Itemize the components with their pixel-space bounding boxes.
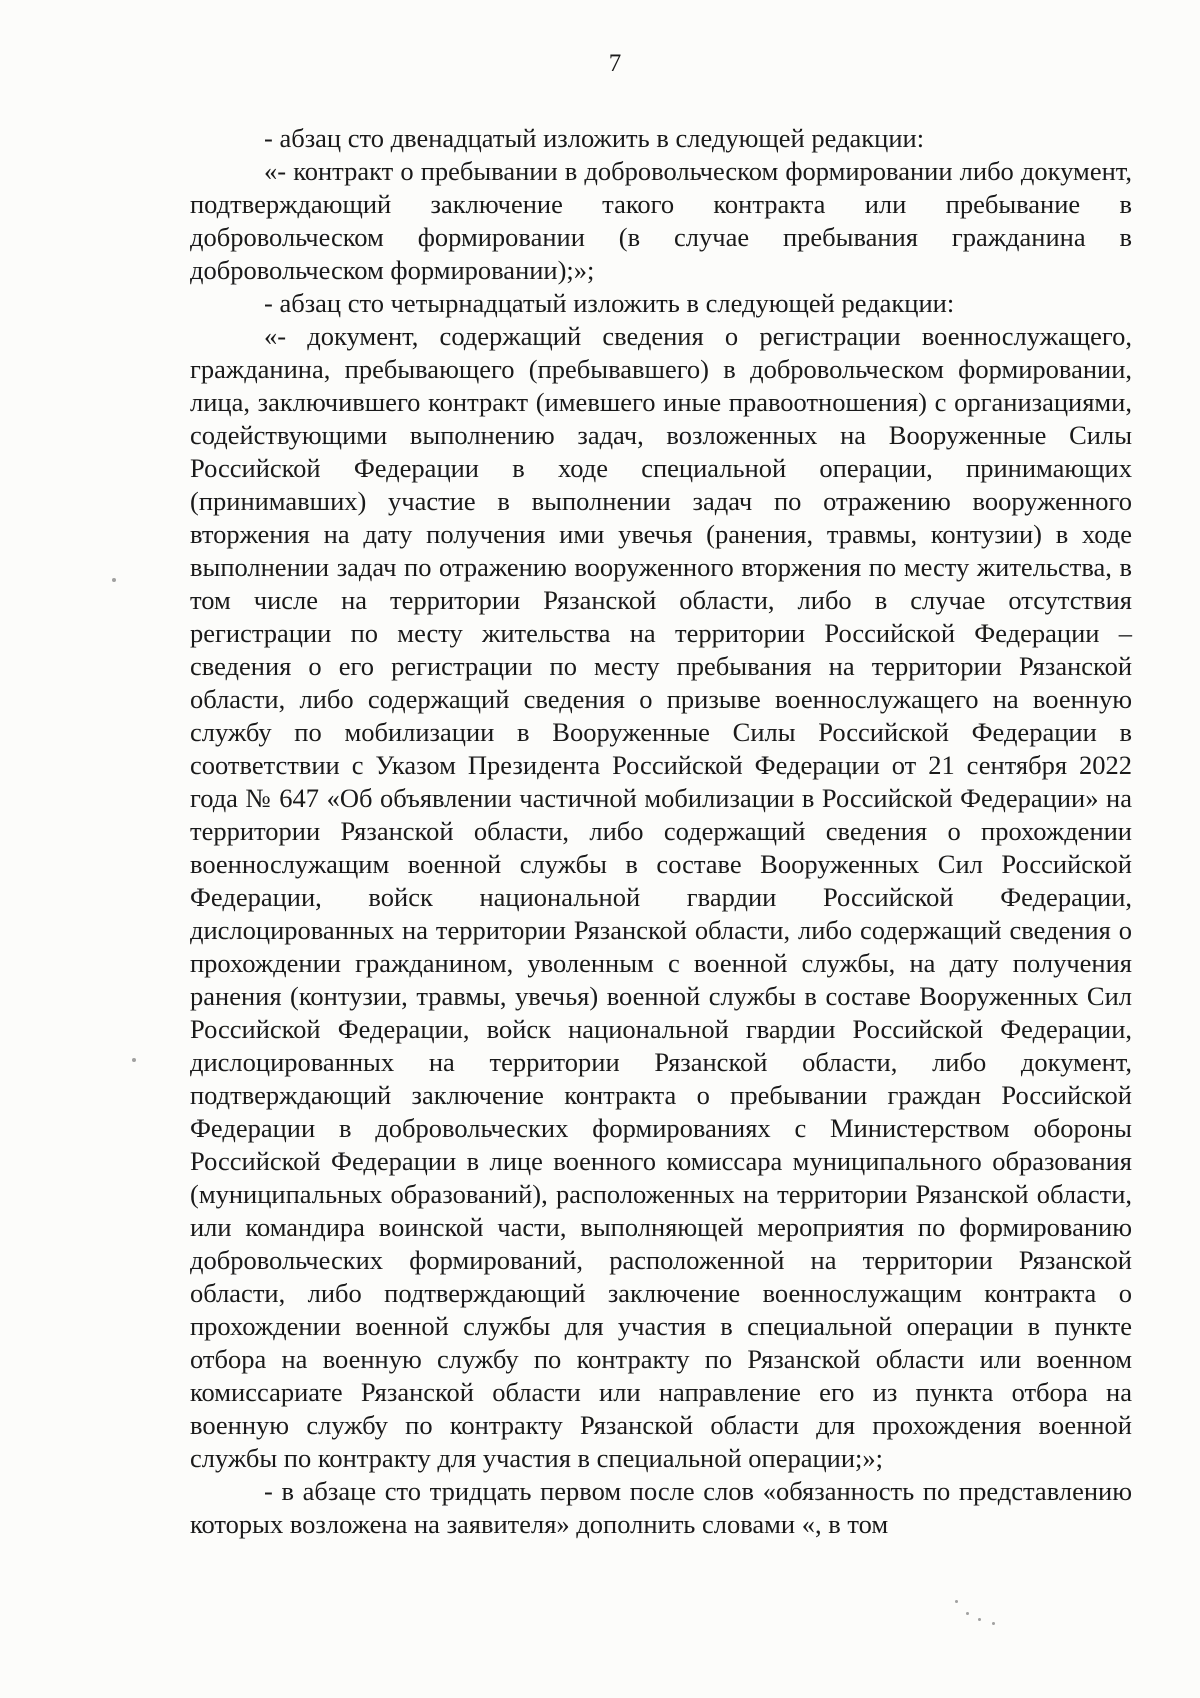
- scan-speck: [955, 1600, 958, 1603]
- paragraph: «- документ, содержащий сведения о регистрации военнослужащего, гражданина, пребывающего (пребывавшего) в добровольческом формировании, лица, заключившего контракт (имевшего иные правоотношения) с организациями, содействующими выполнению задач, возложенных на Вооруженные Силы Российской Федерации в ходе специальной операции, принимающих (принимавших) участие в выполнении задач по отражению вооруженного вторжения на дату получения ими увечья (ранения, травмы, контузии) в ходе выполнении задач по отражению вооруженного вторжения по месту жительства, в том числе на территории Рязанской области, либо в случае отсутствия регистрации по месту жительства на территории Российской Федерации – сведения о его регистрации по месту пребывания на территории Рязанской области, либо содержащий сведения о призыве военнослужащего на военную службу по мобилизации в Вооруженные Силы Российской Федерации в соответствии с Указом Президента Российской Федерации от 21 сентября 2022 года № 647 «Об объявлении частичной мобилизации в Российской Федерации» на территории Рязанской области, либо содержащий сведения о прохождении военнослужащим военной службы в составе Вооруженных Сил Российской Федерации, войск национальной гвардии Российской Федерации, дислоцированных на территории Рязанской области, либо содержащий сведения о прохождении гражданином, уволенным с военной службы, на дату получения ранения (контузии, травмы, увечья) военной службы в составе Вооруженных Сил Российской Федерации, войск национальной гвардии Российской Федерации, дислоцированных на территории Рязанской области, либо документ, подтверждающий заключение контракта о пребывании граждан Российской Федерации в добровольческих формированиях с Министерством обороны Российской Федерации в лице военного комиссара муниципального образования (муниципальных образований), расположенных на территории Рязанской области, или командира воинской части, выполняющей мероприятия по формированию добровольческих формирований, расположенной на территории Рязанской области, либо подтверждающий заключение военнослужащим контракта о прохождении военной службы для участия в специальной операции в пункте отбора на военную службу по контракту по Рязанской области или военном комиссариате Рязанской области или направление его из пункта отбора на военную службу по контракту Рязанской области для прохождения военной службы по контракту для участия в специальной операции;»;: [190, 321, 1132, 1473]
- paragraph: - в абзаце сто тридцать первом после слов «обязанность по представлению которых возложена на заявителя» дополнить словами «, в том: [190, 1476, 1132, 1539]
- paragraph: «- контракт о пребывании в добровольческом формировании либо документ, подтверждающий заключение такого контракта или пребывание в добровольческом формировании (в случае пребывания гражданина в добровольческом формировании);»;: [190, 156, 1132, 285]
- document-body: [190, 122, 1132, 1541]
- scan-speck: [112, 578, 116, 582]
- scan-speck: [992, 1622, 995, 1625]
- paragraph: - абзац сто четырнадцатый изложить в следующей редакции:: [264, 288, 955, 318]
- scan-speck: [132, 1058, 136, 1062]
- page-number: 7: [608, 50, 622, 77]
- scan-speck: [978, 1618, 981, 1621]
- paragraph: - абзац сто двенадцатый изложить в следующей редакции:: [264, 123, 925, 153]
- scan-speck: [966, 1612, 969, 1615]
